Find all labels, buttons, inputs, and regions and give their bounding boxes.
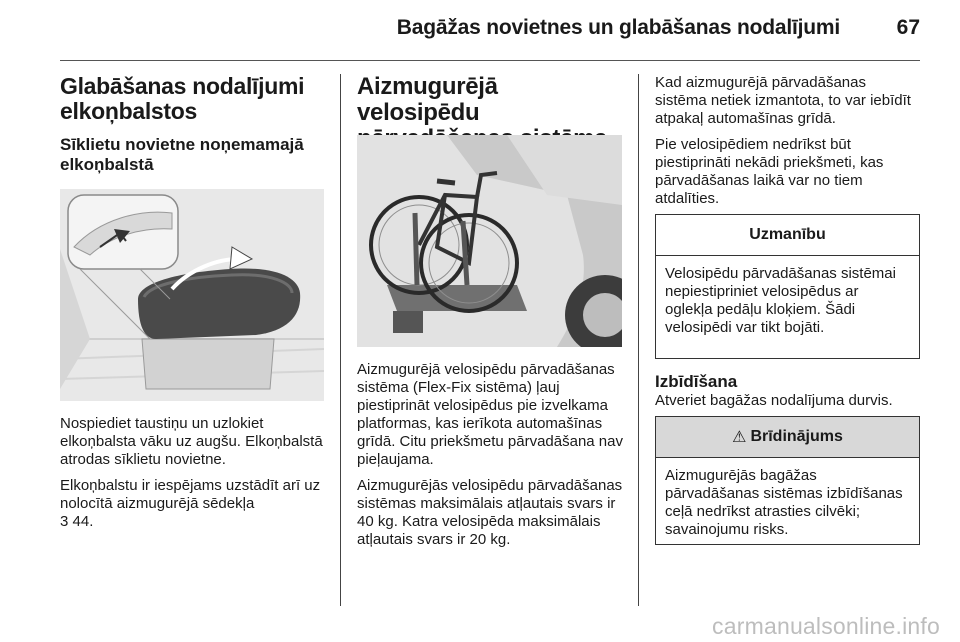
bike-carrier-illustration	[357, 135, 622, 347]
section-heading-armrest: Glabāšanas nodalījumi elkoņbalstos	[60, 73, 305, 124]
caution-title: Uzmanību	[656, 215, 919, 256]
armrest-text	[60, 415, 325, 531]
section-heading-extension: Izbīdīšana	[655, 372, 738, 391]
extension-instruction: Atveriet bagāžas nodalījuma durvis.	[655, 392, 893, 409]
retract-info: Kad aizmugurējā pārvadāšanas sistēma netiek izmantota, to var iebīdīt atpakaļ automašīnas grīdā.	[655, 74, 911, 127]
bike-carrier-text	[357, 361, 623, 549]
column-divider-1	[340, 74, 341, 606]
column-armrest	[60, 74, 325, 175]
warning-header	[656, 417, 919, 458]
bike-carrier-weight-limits: Aizmugurējās velosipēdu pārvadāšanas sistēmas maksimālais atļautais svars ir 40 kg. Katra velosipēda maksimālais atļautais svars ir 20 kg.	[357, 477, 623, 548]
attachment-info: Pie velosipēdiem nedrīkst būt piestiprināti nekādi priekšmeti, kas pārvadāšanas laikā var no tiem atdalīties.	[655, 136, 884, 207]
column-divider-2	[638, 74, 639, 606]
page-reference: 44.	[72, 513, 94, 530]
armrest-instruction: Nospiediet taustiņu un uzlokiet elkoņbalsta vāku uz augšu. Elkoņbalstā atrodas sīklietu novietne.	[60, 415, 323, 468]
bike-carrier-description: Aizmugurējā velosipēdu pārvadāšanas sistēma (Flex-Fix sistēma) ļauj piestiprināt velosipēdus pie izvelkama platformas, kas ierīkota automašīnas grīdā. Citu priekšmetu pārvadāšana nav pieļaujama.	[357, 361, 623, 468]
subsection-heading-armrest-storage: Sīklietu novietne noņemamajā elkoņbalstā	[60, 135, 304, 174]
page-number: 67	[896, 16, 920, 39]
section-heading-bike-carrier: Aizmugurējā velosipēdu	[357, 73, 498, 126]
caution-text: Velosipēdu pārvadāšanas sistēmai nepiestipriniet velosipēdus ar oglekļa pedāļu kloķiem. Šādi velosipēdi var tikt bojāti.	[665, 265, 896, 336]
warning-text: Aizmugurējās bagāžas pārvadāšanas sistēmas izbīdīšanas ceļā nedrīkst atrasties cilvēki; savainojumu risks.	[665, 467, 903, 538]
warning-box	[655, 416, 920, 545]
armrest-mounting-note	[60, 477, 325, 531]
warning-triangle-icon: ⚠	[732, 429, 747, 446]
page-reference-icon: 3	[60, 513, 69, 530]
armrest-storage-illustration	[60, 189, 324, 401]
caution-box	[655, 214, 920, 359]
column-bike-carrier-cont	[655, 74, 920, 208]
armrest-mounting-text: Elkoņbalstu ir iespējams uzstādīt arī uz nolocītā aizmugurējā sēdekļa	[60, 477, 321, 512]
warning-title: Brīdinājums	[750, 428, 843, 445]
page-header-title: Bagāžas novietnes un glabāšanas nodalījumi	[396, 16, 840, 39]
watermark: carmanualsonline.info	[712, 613, 940, 639]
header-divider	[60, 60, 920, 61]
extension-section	[655, 372, 920, 410]
